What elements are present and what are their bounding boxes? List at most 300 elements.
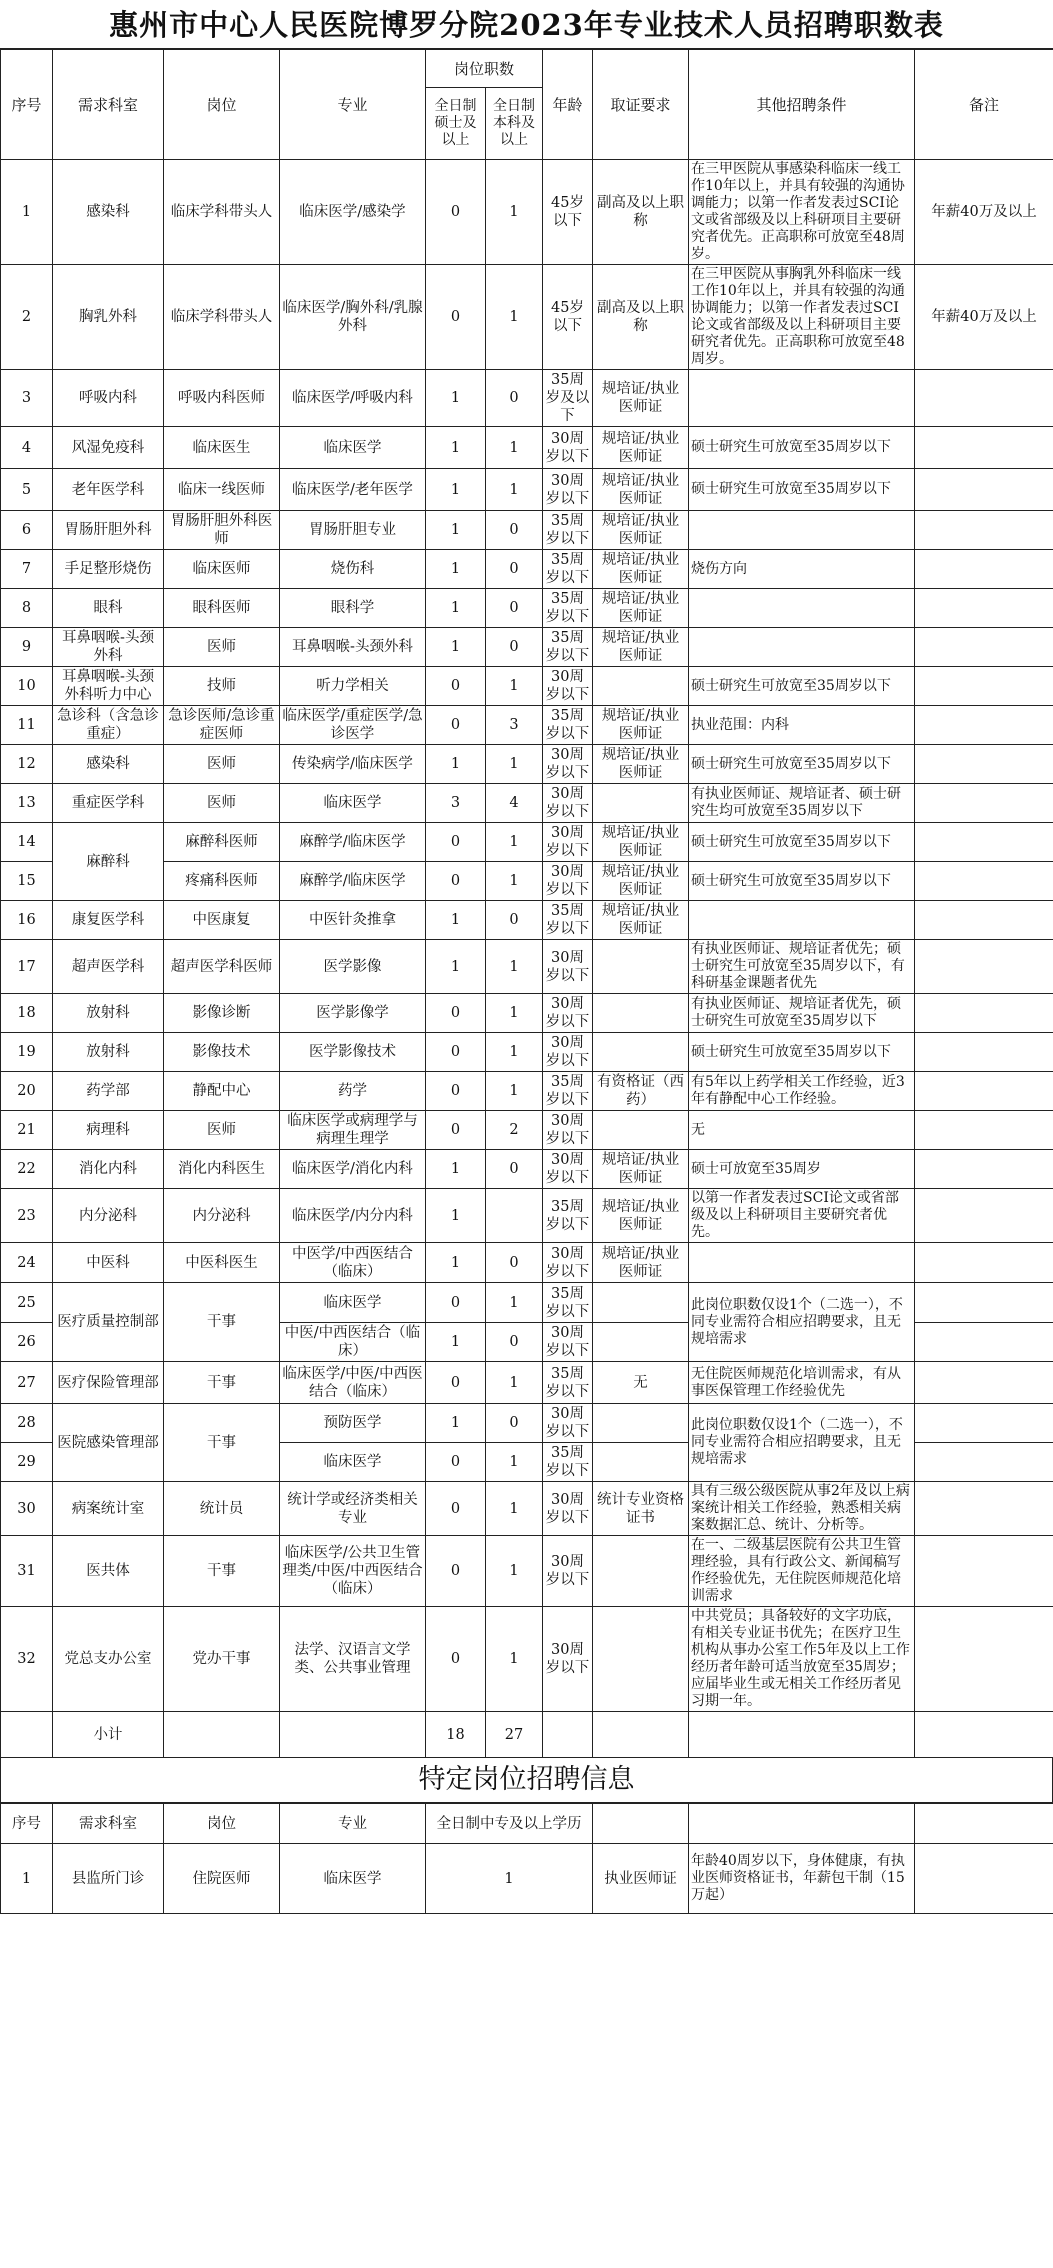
cell-major: 胃肠肝胆专业 xyxy=(280,511,426,550)
cell-cert: 统计专业资格证书 xyxy=(593,1482,689,1536)
cell-other: 有执业医师证、规培证者优先；硕士研究生可放宽至35周岁以下，有科研基金课题者优先 xyxy=(689,940,915,994)
cell-slot-bachelor: 1 xyxy=(486,940,543,994)
cell-remark xyxy=(915,1072,1053,1111)
cell-post: 临床学科带头人 xyxy=(164,160,280,265)
cell-age: 45岁以下 xyxy=(543,265,593,370)
cell-remark xyxy=(915,1404,1053,1443)
special-header-major: 专业 xyxy=(280,1804,426,1844)
cell-post: 胃肠肝胆外科医师 xyxy=(164,511,280,550)
cell-no: 17 xyxy=(1,940,53,994)
cell-slot-master: 0 xyxy=(426,823,486,862)
cell-slot-master: 1 xyxy=(426,370,486,427)
cell-post: 统计员 xyxy=(164,1482,280,1536)
cell-remark xyxy=(915,1323,1053,1362)
cell-dept: 急诊科（含急诊重症） xyxy=(53,706,164,745)
cell-age: 30周岁以下 xyxy=(543,1033,593,1072)
cell-post: 医师 xyxy=(164,1111,280,1150)
cell-post: 静配中心 xyxy=(164,1072,280,1111)
cell-age: 30周岁以下 xyxy=(543,1111,593,1150)
cell-post: 临床医师 xyxy=(164,550,280,589)
cell-post: 急诊医师/急诊重症医师 xyxy=(164,706,280,745)
cell-other: 无住院医师规范化培训需求，有从事医保管理工作经验优先 xyxy=(689,1362,915,1404)
cell-age: 30周岁以下 xyxy=(543,1482,593,1536)
cell-slot-bachelor: 1 xyxy=(486,823,543,862)
special-cell-cert: 执业医师证 xyxy=(593,1844,689,1914)
subtotal-blank xyxy=(915,1712,1053,1758)
cell-age: 45岁以下 xyxy=(543,160,593,265)
cell-age: 35周岁以下 xyxy=(543,901,593,940)
subtotal-blank xyxy=(1,1712,53,1758)
table-row xyxy=(1,940,1053,994)
cell-slot-bachelor: 1 xyxy=(486,1033,543,1072)
cell-other: 无 xyxy=(689,1111,915,1150)
cell-major: 烧伤科 xyxy=(280,550,426,589)
cell-major: 中医学/中西医结合（临床） xyxy=(280,1243,426,1283)
cell-other: 在三甲医院从事胸乳外科临床一线工作10年以上，并具有较强的沟通协调能力；以第一作者发表过SCI论文或省部级及以上科研项目主要研究者优先。正高职称可放宽至48周岁。 xyxy=(689,265,915,370)
cell-no: 13 xyxy=(1,784,53,823)
cell-age: 35周岁以下 xyxy=(543,706,593,745)
cell-remark xyxy=(915,1362,1053,1404)
cell-other: 以第一作者发表过SCI论文或省部级及以上科研项目主要研究者优先。 xyxy=(689,1189,915,1243)
cell-slot-bachelor: 1 xyxy=(486,1362,543,1404)
cell-no: 28 xyxy=(1,1404,53,1443)
cell-other: 有5年以上药学相关工作经验，近3年有静配中心工作经验。 xyxy=(689,1072,915,1111)
cell-major: 临床医学/内分内科 xyxy=(280,1189,426,1243)
cell-remark xyxy=(915,427,1053,469)
cell-remark: 年薪40万及以上 xyxy=(915,160,1053,265)
cell-cert: 有资格证（西药） xyxy=(593,1072,689,1111)
cell-remark xyxy=(915,1243,1053,1283)
cell-cert: 规培证/执业医师证 xyxy=(593,1243,689,1283)
cell-cert xyxy=(593,1607,689,1712)
cell-cert xyxy=(593,1404,689,1443)
cell-post: 超声医学科医师 xyxy=(164,940,280,994)
cell-age: 35周岁以下 xyxy=(543,550,593,589)
cell-no: 2 xyxy=(1,265,53,370)
cell-post: 消化内科医生 xyxy=(164,1150,280,1189)
cell-dept: 胸乳外科 xyxy=(53,265,164,370)
cell-age: 30周岁以下 xyxy=(543,745,593,784)
cell-dept: 消化内科 xyxy=(53,1150,164,1189)
cell-slot-master: 1 xyxy=(426,1404,486,1443)
cell-no: 8 xyxy=(1,589,53,628)
cell-remark xyxy=(915,1536,1053,1607)
cell-dept: 感染科 xyxy=(53,160,164,265)
cell-slot-bachelor: 1 xyxy=(486,1607,543,1712)
cell-remark xyxy=(915,370,1053,427)
cell-slot-bachelor: 1 xyxy=(486,469,543,511)
cell-slot-bachelor: 1 xyxy=(486,1482,543,1536)
cell-no: 29 xyxy=(1,1443,53,1482)
table-row xyxy=(1,745,1053,784)
cell-slot-bachelor: 0 xyxy=(486,1404,543,1443)
special-cell-post: 住院医师 xyxy=(164,1844,280,1914)
table-row xyxy=(1,1536,1053,1607)
subtotal-blank xyxy=(164,1712,280,1758)
cell-dept: 胃肠肝胆外科 xyxy=(53,511,164,550)
table-row xyxy=(1,1404,1053,1443)
cell-slot-bachelor: 0 xyxy=(486,1243,543,1283)
cell-no: 26 xyxy=(1,1323,53,1362)
cell-no: 14 xyxy=(1,823,53,862)
cell-major: 眼科学 xyxy=(280,589,426,628)
cell-slot-bachelor xyxy=(486,1189,543,1243)
cell-other: 有执业医师证、规培证者优先，硕士研究生可放宽至35周岁以下 xyxy=(689,994,915,1033)
cell-post: 中医科医生 xyxy=(164,1243,280,1283)
cell-major: 临床医学/感染学 xyxy=(280,160,426,265)
cell-slot-master: 1 xyxy=(426,745,486,784)
cell-post: 疼痛科医师 xyxy=(164,862,280,901)
cell-slot-bachelor: 0 xyxy=(486,370,543,427)
cell-remark xyxy=(915,745,1053,784)
cell-slot-master: 1 xyxy=(426,427,486,469)
cell-other: 在一、二级基层医院有公共卫生管理经验，具有行政公文、新闻稿写作经验优先，无住院医师规范化培训需求 xyxy=(689,1536,915,1607)
cell-slot-bachelor: 1 xyxy=(486,1072,543,1111)
cell-remark xyxy=(915,1189,1053,1243)
cell-major: 医学影像技术 xyxy=(280,1033,426,1072)
cell-age: 30周岁以下 xyxy=(543,784,593,823)
cell-major: 临床医学 xyxy=(280,1283,426,1323)
special-cell-major: 临床医学 xyxy=(280,1844,426,1914)
table-row xyxy=(1,370,1053,427)
cell-other: 硕士研究生可放宽至35周岁以下 xyxy=(689,427,915,469)
cell-major: 临床医学 xyxy=(280,1443,426,1482)
special-header-blank xyxy=(915,1804,1053,1844)
cell-other xyxy=(689,628,915,667)
cell-cert: 无 xyxy=(593,1362,689,1404)
cell-cert: 规培证/执业医师证 xyxy=(593,550,689,589)
cell-major: 中医针灸推拿 xyxy=(280,901,426,940)
header-slot-bachelor: 全日制本科及以上 xyxy=(486,88,543,160)
cell-slot-master: 0 xyxy=(426,1072,486,1111)
special-cell-dept: 县监所门诊 xyxy=(53,1844,164,1914)
cell-cert xyxy=(593,1033,689,1072)
cell-dept: 放射科 xyxy=(53,1033,164,1072)
cell-cert: 规培证/执业医师证 xyxy=(593,469,689,511)
cell-major: 统计学或经济类相关专业 xyxy=(280,1482,426,1536)
cell-cert xyxy=(593,1323,689,1362)
cell-remark xyxy=(915,940,1053,994)
cell-slot-master: 0 xyxy=(426,994,486,1033)
cell-age: 35周岁以下 xyxy=(543,589,593,628)
cell-age: 35周岁以下 xyxy=(543,511,593,550)
special-header-blank xyxy=(689,1804,915,1844)
cell-dept: 呼吸内科 xyxy=(53,370,164,427)
table-row xyxy=(1,550,1053,589)
cell-no: 22 xyxy=(1,1150,53,1189)
cell-no: 31 xyxy=(1,1536,53,1607)
cell-cert: 规培证/执业医师证 xyxy=(593,901,689,940)
cell-age: 35周岁以下 xyxy=(543,1189,593,1243)
cell-dept: 药学部 xyxy=(53,1072,164,1111)
cell-major: 临床医学/公共卫生管理类/中医/中西医结合（临床） xyxy=(280,1536,426,1607)
cell-age: 35周岁及以下 xyxy=(543,370,593,427)
cell-cert: 规培证/执业医师证 xyxy=(593,1189,689,1243)
cell-dept: 老年医学科 xyxy=(53,469,164,511)
cell-cert xyxy=(593,1283,689,1323)
cell-major: 预防医学 xyxy=(280,1404,426,1443)
special-cell-other: 年龄40周岁以下，身体健康，有执业医师资格证书，年薪包干制（15万起） xyxy=(689,1844,915,1914)
cell-slot-bachelor: 1 xyxy=(486,667,543,706)
cell-cert xyxy=(593,994,689,1033)
cell-cert xyxy=(593,1536,689,1607)
cell-slot-bachelor: 0 xyxy=(486,628,543,667)
cell-remark xyxy=(915,862,1053,901)
cell-other: 硕士研究生可放宽至35周岁以下 xyxy=(689,745,915,784)
table-row xyxy=(1,823,1053,862)
cell-cert: 规培证/执业医师证 xyxy=(593,628,689,667)
cell-slot-bachelor: 0 xyxy=(486,1150,543,1189)
cell-no: 1 xyxy=(1,160,53,265)
table-row xyxy=(1,469,1053,511)
cell-slot-bachelor: 0 xyxy=(486,589,543,628)
cell-major: 临床医学/老年医学 xyxy=(280,469,426,511)
cell-slot-bachelor: 1 xyxy=(486,160,543,265)
cell-cert xyxy=(593,784,689,823)
cell-other xyxy=(689,511,915,550)
table-row xyxy=(1,628,1053,667)
cell-dept: 放射科 xyxy=(53,994,164,1033)
cell-no: 30 xyxy=(1,1482,53,1536)
cell-no: 23 xyxy=(1,1189,53,1243)
cell-dept: 重症医学科 xyxy=(53,784,164,823)
cell-dept: 医疗保险管理部 xyxy=(53,1362,164,1404)
cell-cert: 规培证/执业医师证 xyxy=(593,862,689,901)
cell-major: 耳鼻咽喉-头颈外科 xyxy=(280,628,426,667)
special-header-slots: 全日制中专及以上学历 xyxy=(426,1804,593,1844)
cell-slot-master: 0 xyxy=(426,862,486,901)
cell-slot-master: 1 xyxy=(426,511,486,550)
special-cell-count: 1 xyxy=(426,1844,593,1914)
cell-post: 临床学科带头人 xyxy=(164,265,280,370)
cell-slot-bachelor: 1 xyxy=(486,427,543,469)
cell-age: 30周岁以下 xyxy=(543,1150,593,1189)
cell-remark xyxy=(915,667,1053,706)
cell-cert: 规培证/执业医师证 xyxy=(593,511,689,550)
cell-other: 执业范围：内科 xyxy=(689,706,915,745)
cell-other: 硕士研究生可放宽至35周岁以下 xyxy=(689,862,915,901)
special-header-post: 岗位 xyxy=(164,1804,280,1844)
special-cell-no: 1 xyxy=(1,1844,53,1914)
cell-other xyxy=(689,589,915,628)
cell-major: 听力学相关 xyxy=(280,667,426,706)
cell-remark xyxy=(915,1443,1053,1482)
cell-no: 5 xyxy=(1,469,53,511)
cell-slot-bachelor: 0 xyxy=(486,901,543,940)
table-row xyxy=(1,994,1053,1033)
cell-post: 干事 xyxy=(164,1536,280,1607)
cell-slot-bachelor: 2 xyxy=(486,1111,543,1150)
cell-age: 35周岁以下 xyxy=(543,1362,593,1404)
cell-major: 临床医学 xyxy=(280,784,426,823)
cell-other: 硕士研究生可放宽至35周岁以下 xyxy=(689,1033,915,1072)
cell-slot-bachelor: 3 xyxy=(486,706,543,745)
cell-age: 30周岁以下 xyxy=(543,994,593,1033)
cell-remark xyxy=(915,823,1053,862)
cell-slot-master: 3 xyxy=(426,784,486,823)
cell-no: 21 xyxy=(1,1111,53,1150)
cell-remark xyxy=(915,550,1053,589)
cell-major: 临床医学 xyxy=(280,427,426,469)
cell-post: 技师 xyxy=(164,667,280,706)
cell-major: 临床医学/呼吸内科 xyxy=(280,370,426,427)
cell-no: 27 xyxy=(1,1362,53,1404)
cell-no: 11 xyxy=(1,706,53,745)
cell-slot-master: 1 xyxy=(426,1150,486,1189)
cell-dept: 耳鼻咽喉-头颈外科 xyxy=(53,628,164,667)
cell-dept: 眼科 xyxy=(53,589,164,628)
cell-remark xyxy=(915,784,1053,823)
subtotal-blank xyxy=(543,1712,593,1758)
cell-age: 30周岁以下 xyxy=(543,1536,593,1607)
cell-age: 30周岁以下 xyxy=(543,1323,593,1362)
cell-slot-master: 0 xyxy=(426,1536,486,1607)
cell-dept: 医院感染管理部 xyxy=(53,1404,164,1482)
cell-slot-master: 1 xyxy=(426,901,486,940)
cell-age: 30周岁以下 xyxy=(543,1243,593,1283)
cell-age: 30周岁以下 xyxy=(543,667,593,706)
cell-major: 传染病学/临床医学 xyxy=(280,745,426,784)
cell-cert: 规培证/执业医师证 xyxy=(593,1150,689,1189)
cell-no: 25 xyxy=(1,1283,53,1323)
cell-dept: 手足整形烧伤 xyxy=(53,550,164,589)
table-row xyxy=(1,1482,1053,1536)
cell-post: 干事 xyxy=(164,1362,280,1404)
subtotal-row xyxy=(1,1712,1053,1758)
header-slots: 岗位职数 xyxy=(426,50,543,88)
cell-slot-master: 1 xyxy=(426,628,486,667)
cell-post: 党办干事 xyxy=(164,1607,280,1712)
cell-other xyxy=(689,901,915,940)
special-header-dept: 需求科室 xyxy=(53,1804,164,1844)
header-age: 年龄 xyxy=(543,50,593,160)
cell-post: 影像技术 xyxy=(164,1033,280,1072)
cell-other: 硕士可放宽至35周岁 xyxy=(689,1150,915,1189)
cell-slot-master: 0 xyxy=(426,1283,486,1323)
cell-slot-master: 0 xyxy=(426,1482,486,1536)
table-row xyxy=(1,265,1053,370)
cell-other: 烧伤方向 xyxy=(689,550,915,589)
cell-slot-master: 0 xyxy=(426,1362,486,1404)
cell-slot-master: 0 xyxy=(426,160,486,265)
cell-slot-master: 0 xyxy=(426,265,486,370)
table-row xyxy=(1,1072,1053,1111)
cell-major: 医学影像 xyxy=(280,940,426,994)
cell-no: 19 xyxy=(1,1033,53,1072)
cell-cert xyxy=(593,1443,689,1482)
cell-major: 临床医学/中医/中西医结合（临床） xyxy=(280,1362,426,1404)
cell-post: 医师 xyxy=(164,745,280,784)
cell-cert: 副高及以上职称 xyxy=(593,160,689,265)
cell-slot-bachelor: 1 xyxy=(486,1443,543,1482)
cell-slot-master: 1 xyxy=(426,1243,486,1283)
cell-dept: 内分泌科 xyxy=(53,1189,164,1243)
cell-post: 中医康复 xyxy=(164,901,280,940)
cell-slot-bachelor: 4 xyxy=(486,784,543,823)
cell-cert: 规培证/执业医师证 xyxy=(593,589,689,628)
cell-slot-master: 0 xyxy=(426,1033,486,1072)
header-slot-master: 全日制硕士及以上 xyxy=(426,88,486,160)
cell-other: 硕士研究生可放宽至35周岁以下 xyxy=(689,823,915,862)
cell-age: 30周岁以下 xyxy=(543,1404,593,1443)
cell-dept: 医疗质量控制部 xyxy=(53,1283,164,1362)
cell-other xyxy=(689,370,915,427)
table-row xyxy=(1,589,1053,628)
cell-slot-bachelor: 1 xyxy=(486,745,543,784)
special-header-no: 序号 xyxy=(1,1804,53,1844)
cell-slot-master: 0 xyxy=(426,667,486,706)
cell-age: 30周岁以下 xyxy=(543,940,593,994)
cell-dept: 党总支办公室 xyxy=(53,1607,164,1712)
table-body xyxy=(1,160,1053,1758)
cell-dept: 感染科 xyxy=(53,745,164,784)
cell-post: 呼吸内科医师 xyxy=(164,370,280,427)
cell-age: 30周岁以下 xyxy=(543,862,593,901)
subtotal-blank xyxy=(280,1712,426,1758)
header-dept: 需求科室 xyxy=(53,50,164,160)
table-row xyxy=(1,1362,1053,1404)
cell-no: 15 xyxy=(1,862,53,901)
cell-cert: 规培证/执业医师证 xyxy=(593,427,689,469)
cell-major: 药学 xyxy=(280,1072,426,1111)
subtotal-master: 18 xyxy=(426,1712,486,1758)
subtotal-blank xyxy=(689,1712,915,1758)
cell-slot-bachelor: 1 xyxy=(486,994,543,1033)
cell-dept: 医共体 xyxy=(53,1536,164,1607)
cell-other: 此岗位职数仅设1个（二选一），不同专业需符合相应招聘要求，且无规培需求 xyxy=(689,1283,915,1362)
cell-no: 9 xyxy=(1,628,53,667)
cell-no: 24 xyxy=(1,1243,53,1283)
cell-cert: 规培证/执业医师证 xyxy=(593,706,689,745)
recruitment-table xyxy=(0,49,1053,1758)
cell-major: 医学影像学 xyxy=(280,994,426,1033)
cell-no: 18 xyxy=(1,994,53,1033)
subtotal-bachelor: 27 xyxy=(486,1712,543,1758)
cell-dept: 耳鼻咽喉-头颈外科听力中心 xyxy=(53,667,164,706)
cell-slot-master: 1 xyxy=(426,469,486,511)
cell-slot-master: 1 xyxy=(426,1323,486,1362)
table-row xyxy=(1,1607,1053,1712)
cell-post: 干事 xyxy=(164,1283,280,1362)
cell-remark xyxy=(915,1482,1053,1536)
special-table xyxy=(0,1803,1053,1914)
cell-remark xyxy=(915,1111,1053,1150)
cell-age: 30周岁以下 xyxy=(543,427,593,469)
cell-no: 32 xyxy=(1,1607,53,1712)
cell-post: 医师 xyxy=(164,784,280,823)
cell-remark: 年薪40万及以上 xyxy=(915,265,1053,370)
cell-major: 法学、汉语言文学类、公共事业管理 xyxy=(280,1607,426,1712)
cell-post: 麻醉科医师 xyxy=(164,823,280,862)
table-row xyxy=(1,784,1053,823)
cell-remark xyxy=(915,1607,1053,1712)
table-row xyxy=(1,1033,1053,1072)
table-row xyxy=(1,427,1053,469)
cell-dept: 麻醉科 xyxy=(53,823,164,901)
special-header-blank xyxy=(593,1804,689,1844)
cell-remark xyxy=(915,901,1053,940)
cell-slot-bachelor: 0 xyxy=(486,511,543,550)
cell-post: 医师 xyxy=(164,628,280,667)
cell-other: 在三甲医院从事感染科临床一线工作10年以上，并具有较强的沟通协调能力；以第一作者发表过SCI论文或省部级及以上科研项目主要研究者优先。正高职称可放宽至48周岁。 xyxy=(689,160,915,265)
cell-no: 12 xyxy=(1,745,53,784)
table-row xyxy=(1,1111,1053,1150)
table-row xyxy=(1,1150,1053,1189)
cell-age: 30周岁以下 xyxy=(543,1607,593,1712)
header-remark: 备注 xyxy=(915,50,1053,160)
cell-post: 临床医生 xyxy=(164,427,280,469)
cell-no: 3 xyxy=(1,370,53,427)
